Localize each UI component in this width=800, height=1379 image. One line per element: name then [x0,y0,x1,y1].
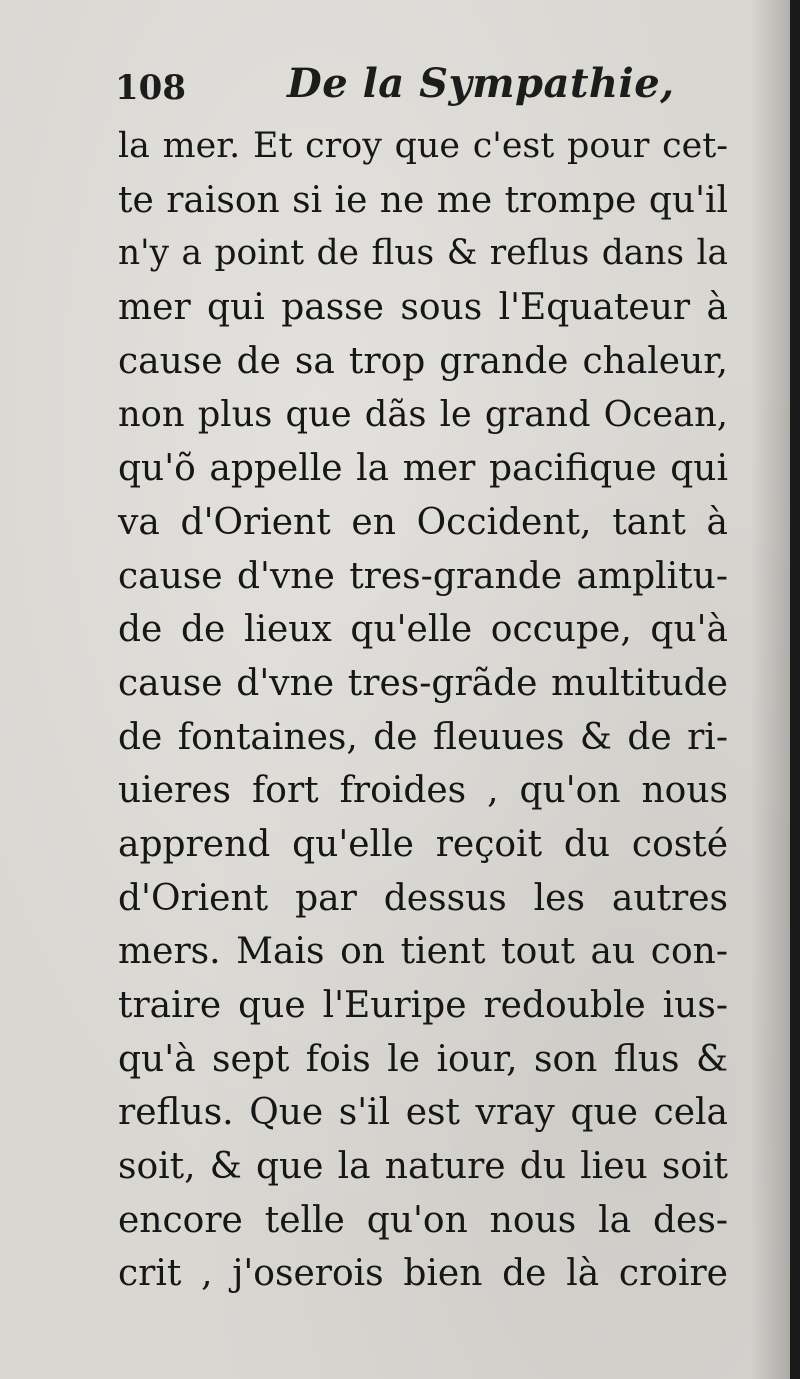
text-line: va d'Orient en Occident, tant à [118,501,728,543]
running-title: De la Sympathie, [287,60,675,107]
text-line: te raison si ie ne me trompe qu'il [118,179,728,221]
text-line: non plus que dãs le grand Ocean, [118,394,728,436]
text-line: encore telle qu'on nous la des- [118,1199,728,1241]
text-line: mers. Mais on tient tout au con- [118,931,728,973]
page-header [115,60,675,110]
text-line: de fontaines, de fleuues & de ri- [118,716,728,758]
text-line: qu'õ appelle la mer pacifique qui [118,448,728,490]
text-line: soit, & que la nature du lieu soit [118,1146,728,1188]
text-line: de de lieux qu'elle occupe, qu'à [118,609,728,651]
text-line: crit , j'oserois bien de là croire [118,1253,728,1295]
page-number: 108 [115,68,186,108]
text-line: cause d'vne tres-grãde multitude [118,662,728,704]
text-line: la mer. Et croy que c'est pour cet- [118,126,728,166]
text-line: traire que l'Euripe redouble ius- [118,985,728,1026]
text-line: qu'à sept fois le iour, son flus & [118,1038,728,1080]
body-text [118,120,728,1301]
text-line: uieres fort froides , qu'on nous [118,770,728,812]
text-line: mer qui passe sous l'Equateur à [118,287,728,329]
text-line: d'Orient par dessus les autres [118,877,728,919]
text-line: cause de sa trop grande chaleur, [118,340,728,382]
text-line: apprend qu'elle reçoit du costé [118,823,728,865]
text-line: cause d'vne tres-grande amplitu- [118,555,728,597]
text-line: n'y a point de flus & reflus dans la [118,233,728,274]
page-edge-shadow [750,0,790,1379]
text-line: reflus. Que s'il est vray que cela [118,1092,728,1134]
